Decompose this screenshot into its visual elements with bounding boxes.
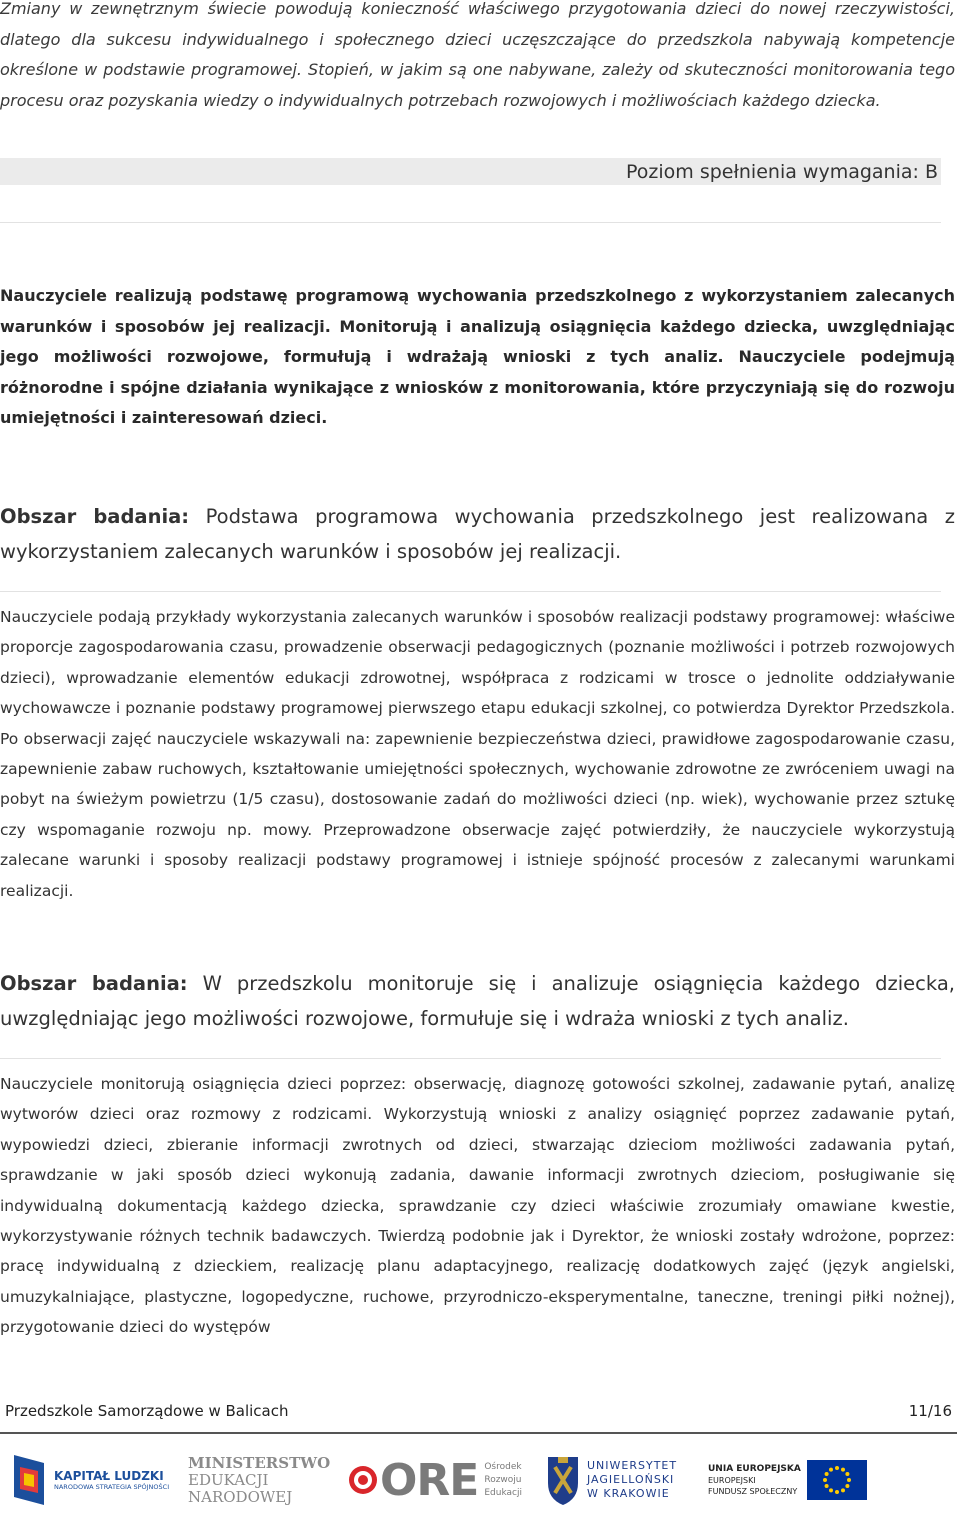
area-title: Podstawa programowa wychowania przedszkolnego jest realizowana z wykorzystaniem zalecanych warunków i sposobów jej realizacji. [0, 505, 955, 563]
ore-line1: Ośrodek [484, 1461, 522, 1472]
ore-target-icon [348, 1465, 378, 1495]
uj-line2: JAGIELLOŃSKI [587, 1473, 675, 1486]
ore-logo [348, 1440, 528, 1520]
intro-paragraph: Zmiany w zewnętrznym świecie powodują konieczność właściwego przygotowania dzieci do nowej rzeczywistości, dlatego dla sukcesu indywidualnego i społecznego dzieci uczęszczające do przedszkola nabywają kompetencje określone w podstawie programowej. Stopień, w jakim są one nabywane, zależy od skuteczności monitorowania tego procesu oraz pozyskania wiedzy o indywidualnych potrzebach rozwojowych i możliwościach każdego dziecka. [0, 0, 955, 110]
kapital-subtitle: NARODOWA STRATEGIA SPÓJNOŚCI [54, 1483, 170, 1491]
ore-line3: Edukacji [484, 1487, 522, 1498]
divider [0, 1058, 941, 1059]
requirement-level: Poziom spełnienia wymagania: B [626, 161, 938, 183]
area-body-2: Nauczyciele monitorują osiągnięcia dzieci poprzez: obserwację, diagnozę gotowości szkolnej, zadawanie pytań, analizę wytworów dzieci oraz rozmowy z rodzicami. Wykorzystują wnioski z analizy osiągnięć poprzez zadawanie pytań, wypowiedzi dzieci, zbieranie informacji zwrotnych od dzieci, stwarzając dzieciom możliwości zadawania pytań, sprawdzanie w jaki sposób dzieci wykonują zadania, dawanie informacji zwrotnych dzieciom, posługiwanie się indywidualną dokumentacją każdego dziecka, sprawdzanie czy dzieci właściwie zrozumiały omawiane kwestie, wykorzystywanie różnych technik badawczych. Twierdzą podobnie jak i Dyrektor, że wnioski zostały wdrożone, poprzez: pracę indywidualną z dzieckiem, realizację planu adaptacyjnego, realizację dodatkowych zajęć (język angielski, umuzykalniające, plastyczne, logopedyczne, ruchowe, przyrodniczo-eksperymentalne, taneczne, treningi piłki nożnej), przygotowanie dzieci do występów [0, 1075, 955, 1337]
eu-flag-icon [807, 1460, 867, 1500]
divider [0, 222, 941, 223]
area-label: Obszar badania: [0, 505, 190, 528]
men-line2: EDUKACJI [188, 1470, 269, 1489]
area-heading-1 [0, 499, 955, 569]
eu-line3: FUNDUSZ SPOŁECZNY [708, 1487, 798, 1496]
area-body-1: Nauczyciele podają przykłady wykorzystania zalecanych warunków i sposobów realizacji podstawy programowej: właściwe proporcje zagospodarowania czasu, prowadzenie obserwacji pedagogicznych (poznanie możliwości i potrzeb rozwojowych dzieci), wprowadzanie elementów edukacji zdrowotnej, współpraca z rodzicami w trosce o jednolite oddziaływanie wychowawcze i poznanie podstawy programowej pierwszego etapu edukacji szkolnej, co potwierdza Dyrektor Przedszkola. Po obserwacji zajęć nauczyciele wskazywali na: zapewnienie bezpieczeństwa dzieci, prawidłowe zagospodarowanie czasu, zapewnienie zabaw ruchowych, kształtowanie umiejętności społecznych, wychowanie zdrowotne ze zwróceniem uwagi na pobyt na świeżym powietrzu (1/5 czasu), dostosowanie zadań do możliwości dzieci (np. wiek), wychowanie przez sztukę czy wspomaganie rozwoju np. mowy. Przeprowadzone obserwacje zajęć potwierdziły, że nauczyciele wykorzystują zalecane warunki i sposoby realizacji podstawy programowej i istnieje spójność procesów z zalecanymi warunkami realizacji. [0, 608, 955, 900]
uj-line3: W KRAKOWIE [587, 1487, 670, 1500]
ore-mark: ORE [380, 1454, 479, 1506]
area-title: W przedszkolu monitoruje się i analizuje osiągnięcia każdego dziecka, uwzględniając jego możliwości rozwojowe, formułuje się i wdraża wnioski z tych analiz. [0, 972, 955, 1030]
uj-crest-icon [545, 1453, 581, 1507]
divider [0, 591, 941, 592]
area-label: Obszar badania: [0, 972, 188, 995]
men-logo [188, 1440, 331, 1520]
summary-paragraph: Nauczyciele realizują podstawę programową wychowania przedszkolnego z wykorzystaniem zalecanych warunków i sposobów jej realizacji. Monitorują i analizują osiągnięcia każdego dziecka, uwzględniając jego możliwości rozwojowe, formułują i wdrażają wnioski z tych analiz. Nauczyciele podejmują różnorodne i spójne działania wynikające z wniosków z monitorowania, które przyczyniają się do rozwoju umiejętności i zainteresowań dzieci. [0, 286, 955, 427]
uj-line1: UNIWERSYTET [587, 1459, 678, 1472]
eu-line1: UNIA EUROPEJSKA [708, 1464, 801, 1474]
uj-logo [545, 1440, 685, 1520]
kapital-ludzki-logo [10, 1440, 170, 1520]
footer-divider [0, 1432, 957, 1434]
kapital-ludzki-icon [10, 1453, 48, 1507]
eu-logo [708, 1440, 868, 1520]
page-number: 11/16 [908, 1402, 952, 1420]
men-line1: MINISTERSTWO [188, 1453, 331, 1472]
men-line3: NARODOWEJ [188, 1487, 293, 1506]
area-heading-2 [0, 966, 955, 1036]
ore-line2: Rozwoju [484, 1474, 522, 1485]
sponsor-logos [0, 1440, 960, 1520]
footer-institution: Przedszkole Samorządowe w Balicach [5, 1402, 289, 1420]
eu-line2: EUROPEJSKI [708, 1476, 756, 1485]
kapital-title: KAPITAŁ LUDZKI [54, 1469, 164, 1483]
